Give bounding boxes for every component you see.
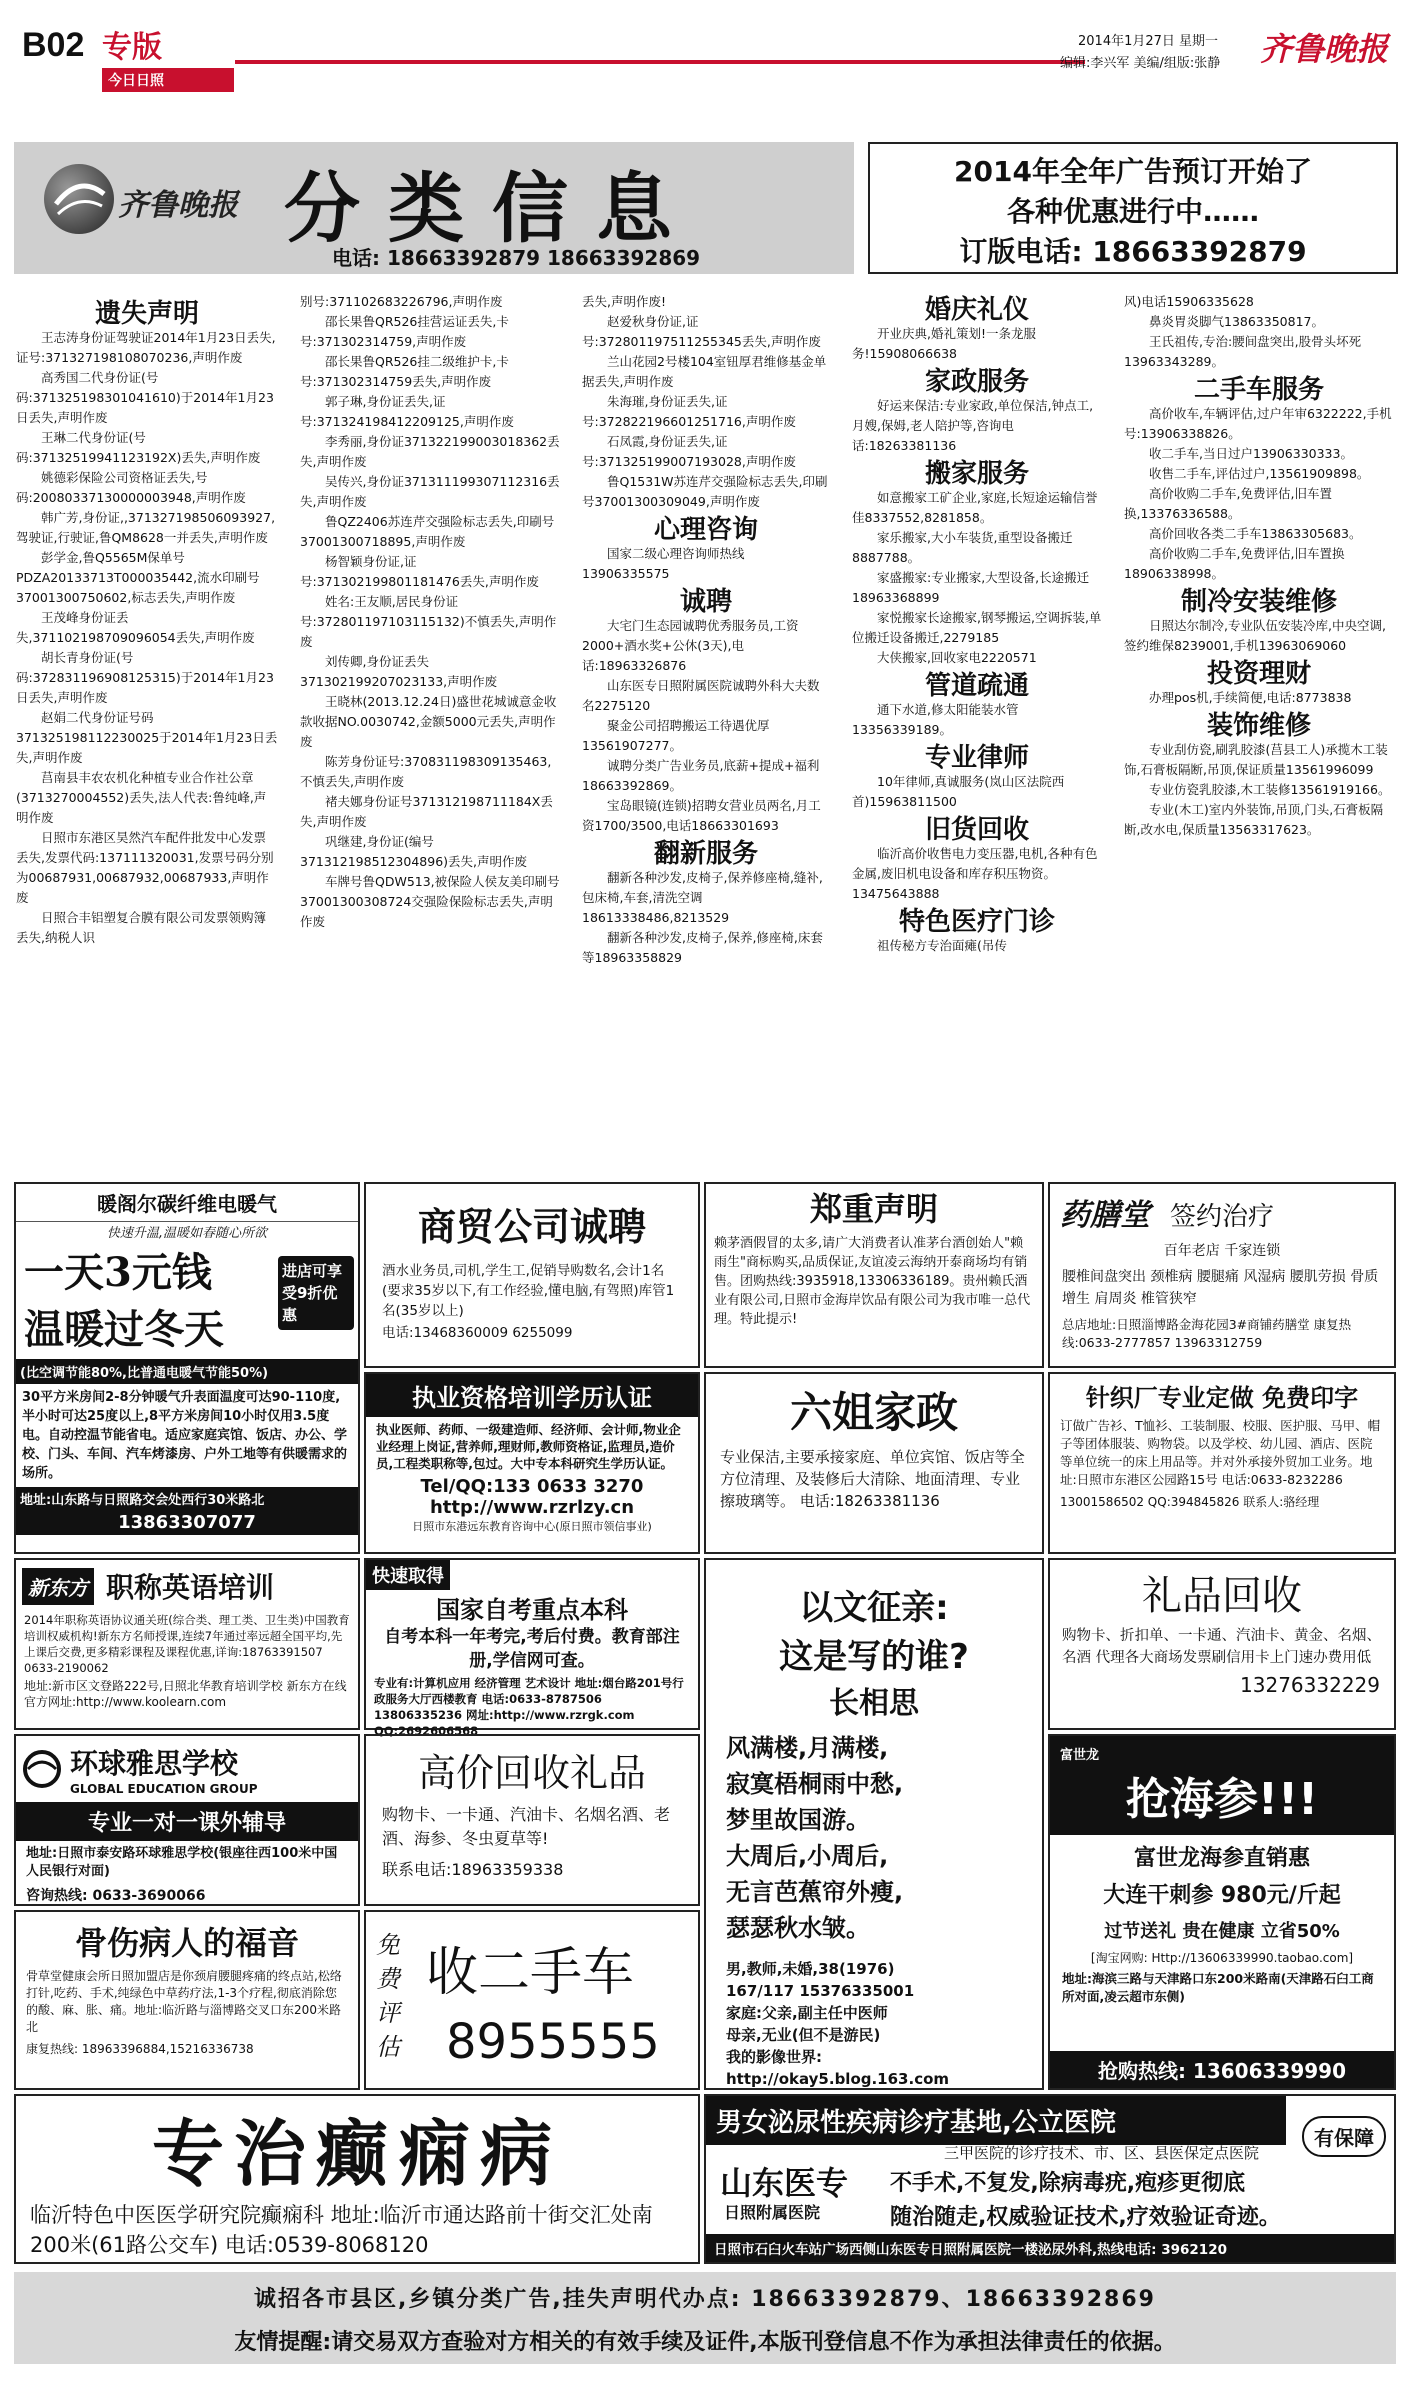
list-item: 聚金公司招聘搬运工待遇优厚13561907277。 [582, 718, 770, 753]
section-hvac-title: 制冷安装维修 [1180, 587, 1337, 617]
list-item: 翻新各种沙发,皮椅子,保养,修座椅,床套等18963358829 [582, 930, 823, 965]
commerce-phone: 电话:13468360009 6255099 [382, 1325, 573, 1341]
list-item: 风)电话15906335628 [1124, 294, 1254, 309]
list-item: 高价收购二手车,免费评估,旧车置换18906338998。 [1124, 546, 1345, 581]
knit-contact: 13001586502 QQ:394845826 联系人:骆经理 [1060, 1495, 1320, 1509]
list-item: 姚德彩保险公司资格证丢失,号码:20080337130000003948,声明作废 [16, 470, 246, 505]
cert-body: 执业医师、药师、一级建造师、经济师、会计师,物业企业经理上岗证,营养师,理财师,教师资格证,监理员,造价员,工程类职称等,包过。大中专本科研究生学历认证。 [376, 1422, 681, 1471]
ielts-band: 专业一对一课外辅导 [16, 1802, 358, 1841]
list-item: 国家二级心理咨询师热线13906335575 [582, 546, 745, 581]
page-header [0, 0, 1409, 90]
list-item: 高价收购二手车,免费评估,旧车置换,13376336588。 [1124, 486, 1332, 521]
info-line: 我的影像世界: [726, 2048, 822, 2066]
section-subtitle: 今日日照 [102, 68, 234, 92]
heater-desc: 30平方米房间2-8分钟暖气升表面温度可达90-110度,半小时可达25度以上,8平方米房间10小时仅用3.5度电。自动控温节能省电。适应家庭宾馆、饭店、办公、学校、门头、车间、汽车烤漆房、户外工地等有供暖需求的场所。 [22, 1390, 348, 1481]
ad-epilepsy [14, 2094, 700, 2264]
sea-title: 抢海参!!! [1125, 1774, 1319, 1825]
poem-line-2: 这是写的谁? [779, 1637, 969, 1677]
section-lost-title: 遗失声明 [94, 299, 199, 329]
list-item: 王氏祖传,专治:腰间盘突出,股骨头坏死13963343289。 [1124, 334, 1362, 369]
heater-note: (比空调节能80%,比普通电暖气节能50%) [16, 1359, 358, 1384]
poem-verse: 大周后,小周后, [726, 1842, 889, 1870]
ad-new-oriental [14, 1558, 360, 1730]
editors-line: 编辑:李兴军 美编/组版:张静 [1060, 56, 1221, 71]
ad-sea-cucumber [1048, 1734, 1396, 2090]
bone-body: 骨草堂健康会所日照加盟店是你颈肩腰腿疼痛的终点站,松络打针,吃药、手术,纯绿色中草药疗法,1-3个疗程,彻底消除您的酸、麻、胀、痛。地址:临沂路与淄博路交叉口东200米路北 [26, 1969, 342, 2034]
commerce-title: 商贸公司诚聘 [417, 1204, 646, 1249]
list-item: 郭子琳,身份证丢失,证号:371324198412209125,声明作废 [300, 394, 514, 429]
list-item: 家乐搬家,大小车装货,重型设备搬迁8887788。 [852, 530, 1073, 565]
list-item: 家悦搬家长途搬家,钢琴搬运,空调拆装,单位搬迁设备搬迁,2279185 [852, 610, 1102, 645]
list-item: 通下水道,修太阳能装水管13356339189。 [852, 702, 1019, 737]
sea-header [1050, 1736, 1394, 1835]
epi-body: 临沂特色中医医学研究院癫痫科 地址:临沂市通达路前十街交汇处南200米(61路公交车) 电话:0539-8068120 [30, 2203, 653, 2257]
poem-line-3: 长相思 [829, 1686, 919, 1721]
info-line: 家庭:父亲,副主任中医师 [726, 2004, 888, 2022]
ad-herbal-clinic [1048, 1182, 1396, 1368]
ielts-title: 环球雅思学校 [70, 1747, 239, 1780]
bone-phone: 康复热线: 18963396884,15216336738 [26, 2042, 254, 2056]
ielts-phone: 咨询热线: 0633-3690066 [26, 1888, 206, 1904]
list-item: 办理pos机,手续简便,电话:8773838 [1149, 690, 1352, 705]
poem-verse: 梦里故国游。 [726, 1806, 870, 1834]
list-item: 日照达尔制冷,专业队伍安装冷库,中央空调,签约维保8239001,手机13963069060 [1124, 618, 1386, 653]
section-psych-title: 心理咨询 [653, 515, 758, 545]
ad-commerce-hiring [364, 1182, 700, 1368]
cert-url[interactable]: http://www.rzrlzy.cn [429, 1497, 635, 1518]
poem-verse: 瑟瑟秋水皱。 [726, 1914, 870, 1942]
car-title: 收二手车 [426, 1943, 635, 2003]
section-finance-title: 投资理财 [1206, 659, 1311, 689]
gift-body: 购物卡、折扣单、一卡通、汽油卡、黄金、名烟、名酒 代理各大商场发票刷信用卡上门速办费用低 [1062, 1628, 1381, 1666]
section-recycle-title: 旧货回收 [924, 815, 1029, 845]
section-pipe-title: 管道疏通 [924, 671, 1029, 701]
list-item: 鲁QZ2406苏连芹交强险标志丢失,印刷号37001300718895,声明作废 [300, 514, 555, 549]
section-lawyer-title: 专业律师 [924, 743, 1029, 773]
date-line: 2014年1月27日 星期一 [1078, 34, 1219, 49]
xdf-title: 职称英语培训 [106, 1571, 275, 1604]
list-item: 车牌号鲁QDW513,被保险人侯友美印刷号37001300308724交强险保险标志丢失,声明作废 [300, 874, 560, 929]
list-item: 家盛搬家:专业搬家,大型设备,长途搬迁18963368899 [852, 570, 1090, 605]
sea-phone: 抢购热线: 13606339990 [1050, 2051, 1394, 2088]
blog-link[interactable]: http://okay5.blog.163.com [726, 2070, 950, 2088]
list-item: 大宅门生态园诚聘优秀服务员,工资2000+酒水奖+公休(3天),电话:18963326876 [582, 618, 799, 673]
sea-addr: 地址:海滨三路与天津路口东200米路南(天津路石臼工商所对面,凌云超市东侧) [1062, 1971, 1374, 2004]
footer [14, 2272, 1396, 2364]
herbal-body: 腰椎间盘突出 颈椎病 腰腿痛 风湿病 腰肌劳损 骨质增生 肩周炎 椎管狭窄 [1062, 1269, 1379, 1307]
herbal-title: 签约治疗 [1170, 1202, 1275, 1232]
paper-logo: 齐鲁晚报 [1260, 30, 1389, 68]
footer-line-2: 友情提醒:请交易双方查验对方相关的有效手续及证件,本版刊登信息不作为承担法律责任的依据。 [234, 2330, 1176, 2355]
list-item: 王志涛身份证驾驶证2014年1月23日丢失,证号:371327198108070236,声明作废 [16, 330, 276, 365]
poem-verse: 无言芭蕉帘外瘦, [726, 1878, 904, 1906]
herbal-addr: 总店地址:日照淄博路金海花园3#商铺药膳堂 康复热线:0633-2777857 13963312759 [1062, 1317, 1352, 1350]
list-item: 开业庆典,婚礼策划!一条龙服务!15908066638 [852, 326, 1036, 361]
ad-heater [14, 1182, 360, 1554]
ad-gift-recycle [1048, 1558, 1396, 1730]
heater-big-2: 温暖过冬天 [24, 1306, 224, 1353]
heater-big-1: 一天3元钱 [24, 1249, 212, 1296]
gift-phone: 13276332229 [1240, 1673, 1380, 1697]
ad-statement [704, 1182, 1044, 1368]
ad-knitting-factory [1048, 1372, 1396, 1554]
list-item: 赵娟二代身份证号码371325198112230025于2014年1月23日丢失,声明作废 [16, 710, 278, 765]
classified-column-1 [16, 296, 278, 1156]
bone-title: 骨伤病人的福音 [74, 1924, 299, 1962]
list-item: 收二手车,当日过户13906330333。 [1149, 446, 1353, 461]
section-wedding-title: 婚庆礼仪 [924, 295, 1029, 325]
section-tab [102, 22, 282, 89]
poem-info [706, 1946, 1042, 2090]
list-item: 邵长果鲁QR526挂营运证丢失,卡号:371302314759,声明作废 [300, 314, 509, 349]
knit-title: 针织厂专业定做 免费印字 [1085, 1384, 1359, 1412]
list-item: 褚夫娜身份证号371312198711184X丢失,声明作废 [300, 794, 553, 829]
zk-body: 专业有:计算机应用 经济管理 艺术设计 地址:烟台路201号行政服务大厅西楼教育 电话:0633-8787506 13806335236 网址:http://www.rzrgk.com QQ:2692606568 [374, 1676, 684, 1738]
hgift-title: 高价回收礼品 [417, 1751, 646, 1795]
heater-addr: 地址:山东路与日照路交会处西行30米路北 [16, 1487, 358, 1510]
statement-title: 郑重声明 [809, 1190, 938, 1228]
ad-bone-injury [14, 1910, 360, 2090]
herbal-brand: 药膳堂 [1060, 1198, 1150, 1233]
zk-lines: 自考本科一年考完,考后付费。教育部注册,学信网可查。 [384, 1627, 680, 1671]
ad-certification [364, 1372, 700, 1554]
list-item: 吴传兴,身份证371311199307112316丢失,声明作废 [300, 474, 560, 509]
heater-top: 暖阁尔碳纤维电暖气 [16, 1184, 358, 1222]
info-line: 母亲,无业(但不是游民) [726, 2026, 881, 2044]
list-item: 韩广芳,身份证,,371327198506093927,驾驶证,行驶证,鲁QM8628一并丢失,声明作废 [16, 510, 276, 545]
heater-badge: 进店可享受9折优惠 [278, 1256, 354, 1330]
statement-body: 赖茅酒假冒的太多,请广大消费者认准茅台酒创始人"赖雨生"商标购买,品质保证,友谊凌云海纳开泰商场均有销售。团购热线:3935918,13306336189。贵州赖氏酒业有限公司,日照市金海岸饮品有限公司为我市唯一总代理。特此提示! [714, 1236, 1031, 1327]
swirl-logo-icon [44, 164, 114, 234]
uro-title: 男女泌尿性疾病诊疗基地,公立医院 [706, 2096, 1286, 2145]
footer-line-1: 诚招各市县区,乡镇分类广告,挂失声明代办点: 18663392879、18663392869 [254, 2287, 1156, 2312]
banner-title: 分类信息 [284, 164, 700, 253]
list-item: 李秀丽,身份证371322199003018362丢失,声明作废 [300, 434, 560, 469]
section-decor-title: 装饰维修 [1206, 711, 1311, 741]
list-item: 鼻炎胃炎脚气13863350817。 [1149, 314, 1324, 329]
list-item: 如意搬家工矿企业,家庭,长短途运输信誉佳8337552,8281858。 [852, 490, 1098, 525]
promo-line-1: 2014年全年广告预订开始了 [954, 155, 1312, 188]
uro-body-2: 不手术,不复发,除病毒疣,疱疹更彻底 [890, 2171, 1246, 2196]
list-item: 大侠搬家,回收家电2220571 [877, 650, 1037, 665]
list-item: 收售二手车,评估过户,13561909898。 [1149, 466, 1370, 481]
ielts-en: GLOBAL EDUCATION GROUP [70, 1782, 258, 1796]
classified-column-2 [300, 292, 560, 1156]
promo-line-3: 订版电话: 18663392879 [959, 235, 1307, 268]
classified-column-4 [852, 292, 1102, 1156]
xdf-logo: 新东方 [22, 1568, 94, 1605]
list-item: 莒南县丰农农机化种植专业合作社公章(3713270004552)丢失,法人代表:鲁纯峰,声明作废 [16, 770, 267, 825]
list-item: 彭学金,鲁Q5565M保单号PDZA20133713T000035442,流水印刷号37001300750602,标志丢失,声明作废 [16, 550, 260, 605]
sea-brand: 富世龙 [1060, 1748, 1100, 1763]
list-item: 山东医专日照附属医院诚聘外科大夫数名2275120 [582, 678, 820, 713]
gift-title: 礼品回收 [1142, 1573, 1302, 1619]
list-item: 专业刮仿瓷,刷乳胶漆(莒县工人)承揽木工装饰,石膏板隔断,吊顶,保证质量13561996099 [1124, 742, 1388, 777]
uro-addr: 日照市石臼火车站广场西侧山东医专日照附属医院一楼泌尿外科,热线电话: 3962120 [706, 2234, 1394, 2262]
list-item: 高价回收各类二手车13863305683。 [1149, 526, 1362, 541]
list-item: 丢失,声明作废! [582, 294, 666, 309]
ielts-addr: 地址:日照市泰安路环球雅思学校(银座往西100米中国人民银行对面) [26, 1846, 338, 1879]
ad-poem-matchmaking [704, 1558, 1044, 2090]
promo-box [868, 142, 1398, 274]
list-item: 宝岛眼镜(连锁)招聘女营业员两名,月工资1700/3500,电话18663301693 [582, 798, 821, 833]
sea-price: 大连干刺参 980元/斤起 [1103, 1883, 1341, 1908]
ad-sixth-sister-housekeeping [704, 1372, 1044, 1554]
list-item: 高价收车,车辆评估,过户年审6322222,手机号:13906338826。 [1124, 406, 1392, 441]
cert-phone: Tel/QQ:133 0633 3270 [420, 1476, 644, 1497]
list-item: 胡长青身份证(号码:372831196908125315)于2014年1月23日丢失,声明作废 [16, 650, 274, 705]
section-usedcar-title: 二手车服务 [1193, 375, 1324, 405]
list-item: 王晓林(2013.12.24日)盛世花城诚意金收款收据NO.0030742,金额5000元丢失,声明作废 [300, 694, 557, 749]
section-housekeeping-title: 家政服务 [924, 367, 1029, 397]
poem-line-1: 以文征亲: [799, 1588, 949, 1628]
list-item: 赵爱秋身份证,证号:372801197511255345丢失,声明作废 [582, 314, 821, 349]
list-item: 邵长果鲁QR526挂二级维护卡,卡号:371302314759丢失,声明作废 [300, 354, 509, 389]
list-item: 姓名:王友顺,居民身份证号:372801197103115132)不慎丢失,声明作废 [300, 594, 557, 649]
sixth-body: 专业保洁,主要承接家庭、单位宾馆、饭店等全方位清理、及装修后大清除、地面清理、专业擦玻璃等。 电话:18263381136 [720, 1448, 1025, 1510]
list-item: 王琳二代身份证(号码:37132519941123192X)丢失,声明作废 [16, 430, 261, 465]
uro-sub: 日照附属医院 [724, 2203, 821, 2222]
zk-title: 国家自考重点本科 [436, 1596, 628, 1624]
herbal-sub: 百年老店 千家连锁 [1163, 1243, 1281, 1259]
classified-column-3 [582, 292, 830, 1156]
list-item: 日照合丰铝塑复合膜有限公司发票领购簿丢失,纳税人识 [16, 910, 267, 945]
list-item: 祖传秘方专治面瘫(吊传 [877, 938, 1007, 953]
ad-high-price-gift [364, 1734, 700, 1906]
list-item: 巩继建,身份证(编号371312198512304896)丢失,声明作废 [300, 834, 528, 869]
section-moving-title: 搬家服务 [924, 459, 1029, 489]
uro-logo: 山东医专 [720, 2164, 849, 2202]
list-item: 王茂峰身份证丢失,371102198709096054丢失,声明作废 [16, 610, 255, 645]
list-item: 杨智颖身份证,证号:371302199801181476丢失,声明作废 [300, 554, 539, 589]
list-item: 鲁Q1531W苏连芹交强险标志丢失,印刷号37001300309049,声明作废 [582, 474, 828, 509]
ad-ielts-school [14, 1734, 360, 1906]
uro-badge: 有保障 [1302, 2116, 1386, 2157]
uro-body-3: 随治随走,权威验证技术,疗效验证奇迹。 [890, 2205, 1281, 2230]
xdf-addr: 地址:新市区文登路222号,日照北华教育培训学校 新东方在线官方网址:http://www.koolearn.com [24, 1679, 347, 1709]
section-hiring-title: 诚聘 [679, 587, 732, 617]
list-item: 专业(木工)室内外装饰,吊顶,门头,石膏板隔断,改水电,保质量13563317623。 [1124, 802, 1384, 837]
classified-column-5 [1124, 292, 1394, 1156]
poem-text [706, 1730, 1042, 1946]
section-renovate-title: 翻新服务 [653, 839, 758, 869]
sixth-title: 六姐家政 [789, 1388, 958, 1437]
banner-logo [44, 164, 114, 234]
info-line: 男,教师,未婚,38(1976) [726, 1960, 895, 1978]
zk-tag: 快速取得 [366, 1560, 450, 1590]
knit-body: 订做广告衫、T恤衫、工装制服、校服、医护服、马甲、帽子等团体服装、购物袋。以及学校、幼儿园、酒店、医院等单位统一的床上用品等。并对外承接外贸加工业务。地址:日照市东港区公园路15号 电话:0633-8232286 [1060, 1418, 1381, 1487]
cert-title: 执业资格培训学历认证 [366, 1374, 698, 1417]
header-rule [235, 60, 1085, 64]
list-item: 翻新各种沙发,皮椅子,保养修座椅,缝补,包床椅,车套,清洗空调18613338486,8213529 [582, 870, 823, 925]
list-item: 别号:371102683226796,声明作废 [300, 294, 503, 309]
cert-org: 日照市东港远东教育咨询中心(原日照市领信事业) [412, 1520, 652, 1533]
classified-banner [14, 142, 854, 274]
info-line: 167/117 15376335001 [726, 1982, 915, 2000]
car-vertical-text: 免费评估 [376, 1931, 400, 2061]
globe-logo-icon [22, 1749, 62, 1789]
heater-script: 快速升温,温暖如春随心所欲 [106, 1226, 268, 1241]
list-item: 临沂高价收售电力变压器,电机,各种有色金属,废旧机电设备和库存积压物资。13475643888 [852, 846, 1098, 901]
heater-phone: 13863307077 [16, 1510, 358, 1535]
section-title: 专版 [102, 30, 162, 65]
list-item: 高秀国二代身份证(号码:371325198301041610)于2014年1月23日丢失,声明作废 [16, 370, 274, 425]
banner-logo-text: 齐鲁晚报 [118, 188, 238, 223]
sea-gift: 过节送礼 贵在健康 立省50% [1104, 1921, 1340, 1942]
banner-phone: 电话: 18663392879 18663392869 [332, 246, 701, 270]
commerce-body: 酒水业务员,司机,学生工,促销导购数名,会计1名(要求35岁以下,有工作经验,懂电脑,有驾照)库管1名(35岁以上) [382, 1263, 675, 1319]
sea-sub: 富世龙海参直销惠 [1133, 1846, 1310, 1871]
list-item: 诚聘分类广告业务员,底薪+提成+福利18663392869。 [582, 758, 820, 793]
uro-body-1: 三甲医院的诊疗技术、市、区、县医保定点医院 [944, 2144, 1260, 2162]
ad-used-car [364, 1910, 700, 2090]
poem-verse: 寂寞梧桐雨中愁, [726, 1770, 904, 1798]
list-item: 兰山花园2号楼104室钮厚君维修基金单据丢失,声明作废 [582, 354, 827, 389]
list-item: 朱海璀,身份证丢失,证号:372822196601251716,声明作废 [582, 394, 796, 429]
list-item: 陈芳身份证号:370831198309135463,不慎丢失,声明作废 [300, 754, 552, 789]
list-item: 日照市东港区昊然汽车配件批发中心发票丢失,发票代码:137111320031,发票号码分别为00687931,00687932,00687933,声明作废 [16, 830, 274, 905]
xdf-body: 2014年职称英语协议通关班(综合类、理工类、卫生类)中国教育培训权威机构!新东方名师授课,连续7年通过率远超全国平均,先上课后交费,更多精彩课程及课程优惠,详询:18763391507 0633-2190062 [24, 1613, 350, 1675]
ad-urology [704, 2094, 1396, 2264]
poem-verse: 风满楼,月满楼, [726, 1734, 889, 1762]
hgift-body: 购物卡、一卡通、汽油卡、名烟名酒、老酒、海参、冬虫夏草等! [382, 1805, 671, 1848]
hgift-phone: 联系电话:18963359338 [382, 1860, 564, 1879]
list-item: 专业仿瓷乳胶漆,木工装修13561919166。 [1149, 782, 1391, 797]
page-number: B02 [22, 26, 85, 64]
list-item: 10年律师,真诚服务(岚山区法院西首)15963811500 [852, 774, 1065, 809]
car-phone: 8955555 [446, 2014, 660, 2070]
section-clinic-title: 特色医疗门诊 [898, 907, 1055, 937]
list-item: 石凤霞,身份证丢失,证号:371325199007193028,声明作废 [582, 434, 796, 469]
ad-self-exam [364, 1558, 700, 1738]
promo-line-2: 各种优惠进行中…… [1006, 195, 1259, 228]
list-item: 刘传卿,身份证丢失371302199207023133,声明作废 [300, 654, 498, 689]
epi-title: 专治癫痫病 [151, 2111, 562, 2196]
list-item: 好运来保洁:专业家政,单位保洁,钟点工,月嫂,保姆,老人陪护等,咨询电话:18263381136 [852, 398, 1094, 453]
sea-url[interactable]: [淘宝网购: Http://13606339990.taobao.com] [1090, 1951, 1354, 1965]
